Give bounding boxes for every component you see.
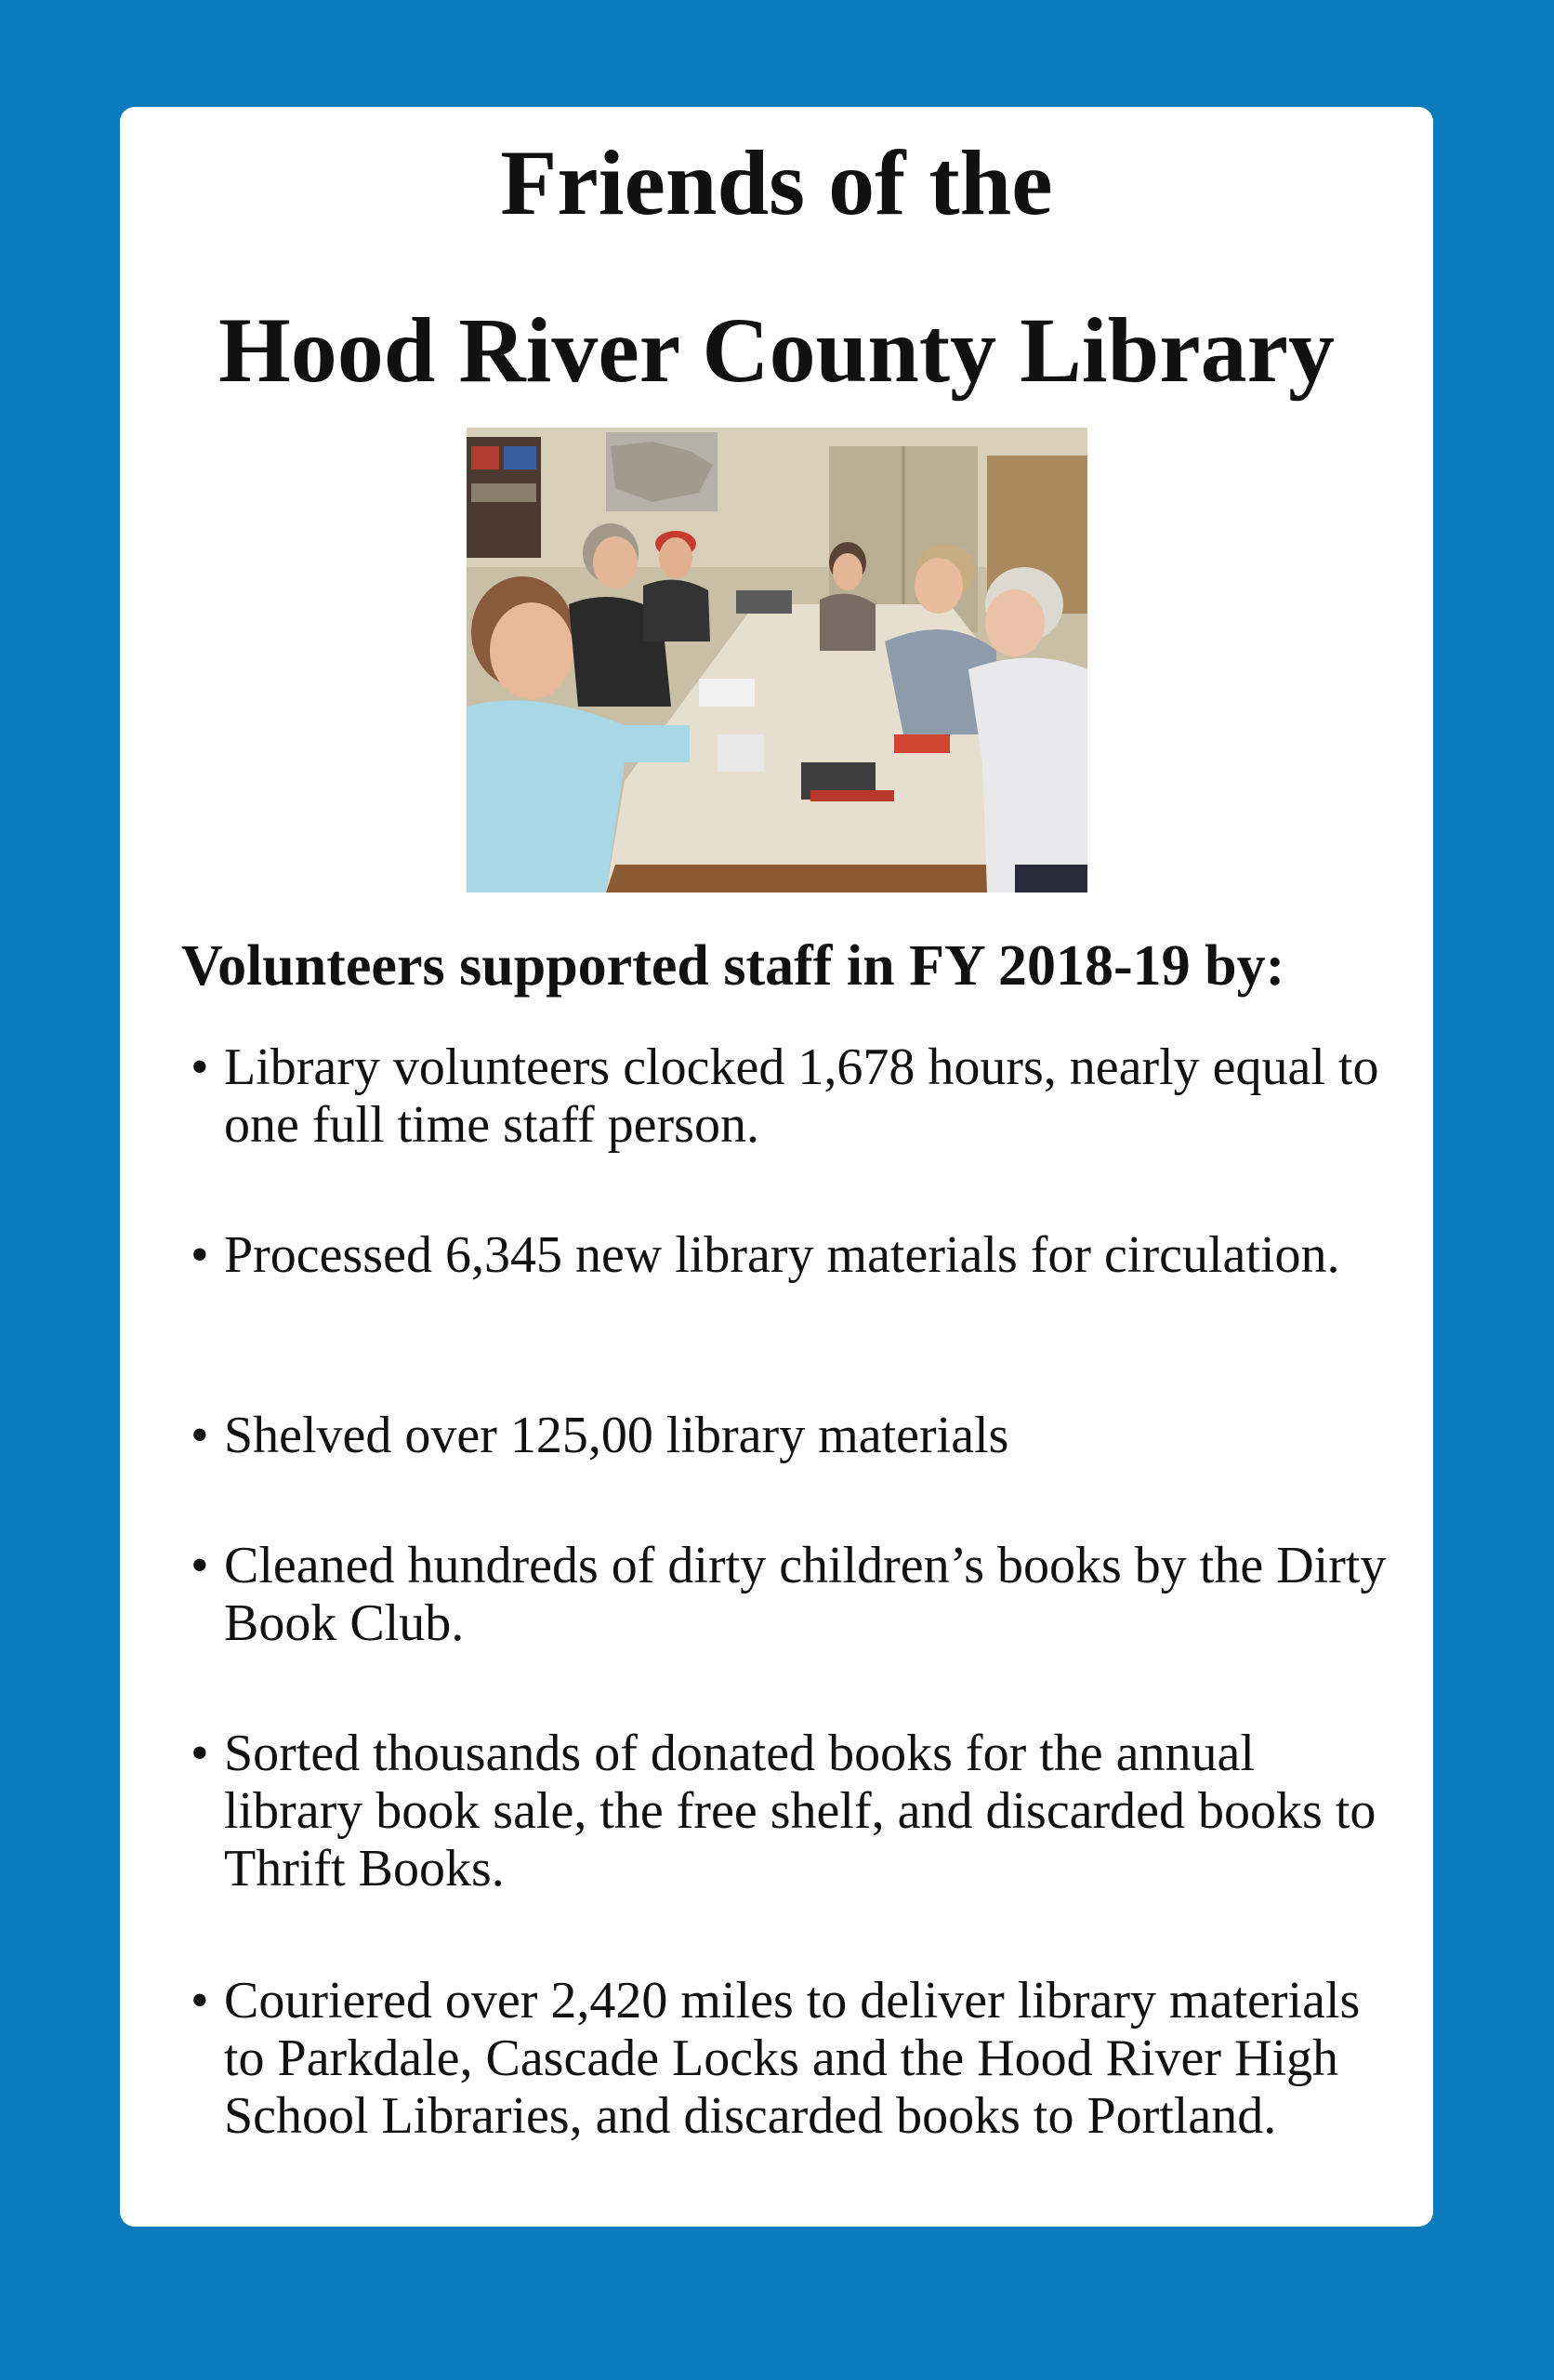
list-item bbox=[191, 1725, 1399, 1897]
list-item bbox=[191, 1407, 1399, 1464]
volunteers-photo-illustration bbox=[467, 428, 1087, 892]
bullet-icon: • bbox=[191, 1537, 209, 1594]
list-item-text: Library volunteers clocked 1,678 hours, nearly equal to one full time staff person. bbox=[224, 1038, 1379, 1154]
list-item-text: Sorted thousands of donated books for the annual library book sale, the free shelf, and discarded books to Thrift Books. bbox=[224, 1725, 1376, 1897]
bullet-icon: • bbox=[191, 1226, 209, 1284]
list-item-text: Cleaned hundreds of dirty children’s books by the Dirty Book Club. bbox=[224, 1537, 1387, 1652]
list-item bbox=[191, 1537, 1399, 1652]
bullet-icon: • bbox=[191, 1038, 209, 1096]
list-item bbox=[191, 1972, 1399, 2145]
list-item bbox=[191, 1038, 1399, 1154]
list-item-text: Shelved over 125,00 library materials bbox=[224, 1407, 1009, 1464]
title-line-2: Hood River County Library bbox=[218, 298, 1335, 402]
flyer-card bbox=[120, 107, 1433, 2227]
title-line-1: Friends of the bbox=[500, 131, 1053, 234]
bullet-icon: • bbox=[191, 1725, 209, 1782]
list-item bbox=[191, 1226, 1399, 1284]
bullet-icon: • bbox=[191, 1972, 209, 2030]
list-item-text: Processed 6,345 new library materials for circulation. bbox=[224, 1226, 1340, 1284]
bullet-icon: • bbox=[191, 1407, 209, 1464]
list-item-text: Couriered over 2,420 miles to deliver library materials to Parkdale, Cascade Locks and the Hood River High School Libraries, and discarded books to Portland. bbox=[224, 1972, 1361, 2145]
subheading: Volunteers supported staff in FY 2018-19 by: bbox=[181, 934, 1285, 998]
volunteers-photo bbox=[467, 428, 1087, 892]
